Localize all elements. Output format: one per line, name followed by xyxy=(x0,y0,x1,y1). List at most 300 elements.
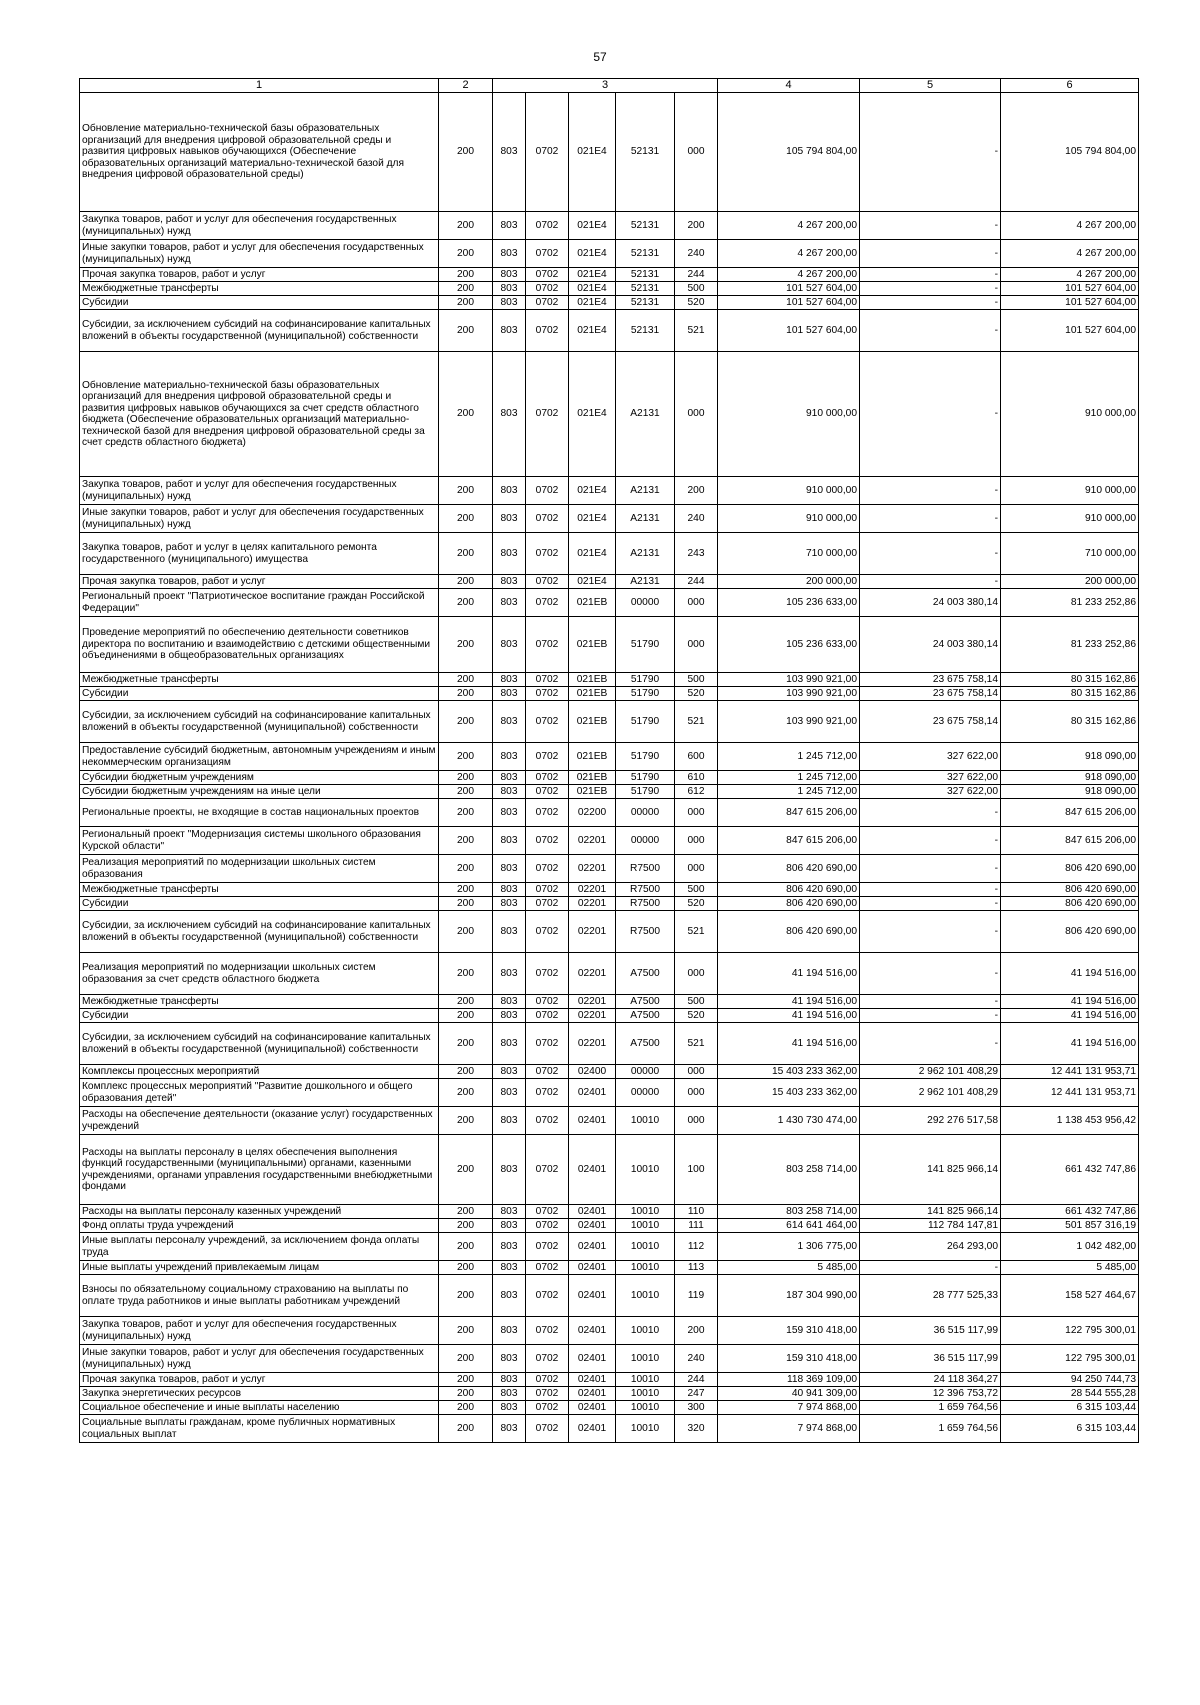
table-cell: 122 795 300,01 xyxy=(1001,1317,1139,1345)
table-cell: 200 xyxy=(439,505,493,533)
table-cell: 10010 xyxy=(616,1135,675,1205)
table-cell: R7500 xyxy=(616,883,675,897)
table-cell: Комплексы процессных мероприятий xyxy=(80,1065,439,1079)
table-cell: 021EB xyxy=(569,617,616,673)
table-cell: 806 420 690,00 xyxy=(718,897,860,911)
table-cell: 520 xyxy=(675,687,718,701)
table-cell: 803 xyxy=(493,617,526,673)
table-cell: Региональный проект "Модернизация системы школьного образования Курской области" xyxy=(80,827,439,855)
table-cell: 806 420 690,00 xyxy=(1001,883,1139,897)
table-cell: 803 xyxy=(493,1415,526,1443)
page-number: 57 xyxy=(593,50,607,64)
table-cell: - xyxy=(860,855,1001,883)
table-cell: 500 xyxy=(675,883,718,897)
table-cell: R7500 xyxy=(616,855,675,883)
table-row xyxy=(80,589,1139,617)
table-cell: 300 xyxy=(675,1401,718,1415)
table-cell: Межбюджетные трансферты xyxy=(80,995,439,1009)
table-cell: 021EB xyxy=(569,673,616,687)
table-cell: 292 276 517,58 xyxy=(860,1107,1001,1135)
table-cell: 803 xyxy=(493,589,526,617)
table-cell: 200 xyxy=(439,212,493,240)
table-cell: 10010 xyxy=(616,1345,675,1373)
table-cell: 00000 xyxy=(616,799,675,827)
table-row xyxy=(80,897,1139,911)
table-row xyxy=(80,268,1139,282)
table-cell: - xyxy=(860,533,1001,575)
table-cell: 243 xyxy=(675,533,718,575)
table-cell: 500 xyxy=(675,282,718,296)
table-cell: 41 194 516,00 xyxy=(718,1009,860,1023)
table-cell: 51790 xyxy=(616,771,675,785)
table-cell: 4 267 200,00 xyxy=(1001,268,1139,282)
table-cell: 0702 xyxy=(526,701,569,743)
table-cell: 803 xyxy=(493,743,526,771)
table-cell: 021E4 xyxy=(569,533,616,575)
table-cell: Взносы по обязательному социальному страхованию на выплаты по оплате труда работников и иные выплаты работникам учреждений xyxy=(80,1275,439,1317)
table-cell: - xyxy=(860,995,1001,1009)
table-cell: Прочая закупка товаров, работ и услуг xyxy=(80,575,439,589)
table-cell: 803 xyxy=(493,352,526,477)
table-cell: Закупка товаров, работ и услуг для обеспечения государственных (муниципальных) нужд xyxy=(80,477,439,505)
table-cell: A2131 xyxy=(616,352,675,477)
table-cell: 200 xyxy=(439,268,493,282)
table-cell: 159 310 418,00 xyxy=(718,1345,860,1373)
table-cell: 10010 xyxy=(616,1387,675,1401)
table-cell: 112 784 147,81 xyxy=(860,1219,1001,1233)
table-cell: 240 xyxy=(675,505,718,533)
table-cell: 4 267 200,00 xyxy=(1001,212,1139,240)
table-cell: Субсидии, за исключением субсидий на софинансирование капитальных вложений в объекты государственной (муниципальной) собственности xyxy=(80,911,439,953)
table-cell: 200 xyxy=(439,1373,493,1387)
table-cell: 803 xyxy=(493,687,526,701)
table-cell: - xyxy=(860,575,1001,589)
table-cell: Социальные выплаты гражданам, кроме публичных нормативных социальных выплат xyxy=(80,1415,439,1443)
table-cell: 36 515 117,99 xyxy=(860,1317,1001,1345)
table-cell: 803 xyxy=(493,1135,526,1205)
table-row xyxy=(80,687,1139,701)
table-cell: 10010 xyxy=(616,1107,675,1135)
table-cell: 803 xyxy=(493,995,526,1009)
table-cell: Субсидии xyxy=(80,687,439,701)
table-cell: 36 515 117,99 xyxy=(860,1345,1001,1373)
table-cell: 118 369 109,00 xyxy=(718,1373,860,1387)
table-cell: 0702 xyxy=(526,1233,569,1261)
table-cell: 803 xyxy=(493,533,526,575)
table-cell: 200 xyxy=(439,1009,493,1023)
table-cell: 113 xyxy=(675,1261,718,1275)
table-cell: 52131 xyxy=(616,212,675,240)
table-cell: 00000 xyxy=(616,589,675,617)
table-cell: 200 xyxy=(439,911,493,953)
table-row xyxy=(80,1233,1139,1261)
table-row xyxy=(80,282,1139,296)
table-cell: 5 485,00 xyxy=(718,1261,860,1275)
table-cell: 52131 xyxy=(616,296,675,310)
table-cell: Расходы на обеспечение деятельности (оказание услуг) государственных учреждений xyxy=(80,1107,439,1135)
table-cell: 4 267 200,00 xyxy=(1001,240,1139,268)
table-cell: 021E4 xyxy=(569,477,616,505)
table-row xyxy=(80,1219,1139,1233)
table-cell: 244 xyxy=(675,575,718,589)
table-cell: 0702 xyxy=(526,1415,569,1443)
table-cell: 803 xyxy=(493,673,526,687)
table-cell: 803 xyxy=(493,701,526,743)
table-row xyxy=(80,953,1139,995)
table-cell: - xyxy=(860,212,1001,240)
table-cell: A2131 xyxy=(616,505,675,533)
table-cell: 1 042 482,00 xyxy=(1001,1233,1139,1261)
table-cell: 806 420 690,00 xyxy=(718,883,860,897)
table-cell: 4 267 200,00 xyxy=(718,240,860,268)
table-cell: Иные выплаты персоналу учреждений, за исключением фонда оплаты труда xyxy=(80,1233,439,1261)
table-cell: 1 430 730 474,00 xyxy=(718,1107,860,1135)
table-cell: 200 xyxy=(439,883,493,897)
table-cell: 803 xyxy=(493,310,526,352)
table-cell: - xyxy=(860,883,1001,897)
table-cell: 10010 xyxy=(616,1415,675,1443)
table-cell: Субсидии бюджетным учреждениям xyxy=(80,771,439,785)
table-cell: 200 xyxy=(439,1345,493,1373)
table-cell: 200 xyxy=(439,1261,493,1275)
table-cell: 806 420 690,00 xyxy=(1001,911,1139,953)
table-cell: 803 xyxy=(493,1219,526,1233)
table-cell: 803 xyxy=(493,771,526,785)
table-row xyxy=(80,827,1139,855)
table-row xyxy=(80,995,1139,1009)
table-cell: 240 xyxy=(675,1345,718,1373)
table-cell: A7500 xyxy=(616,995,675,1009)
table-cell: 240 xyxy=(675,240,718,268)
table-cell: 021E4 xyxy=(569,352,616,477)
table-cell: 021EB xyxy=(569,771,616,785)
table-cell: 521 xyxy=(675,310,718,352)
table-cell: Проведение мероприятий по обеспечению деятельности советников директора по воспитанию и взаимодействию с детскими общественными объединениями в общеобразовательных организациях xyxy=(80,617,439,673)
table-cell: 327 622,00 xyxy=(860,785,1001,799)
table-row xyxy=(80,1373,1139,1387)
table-cell: 806 420 690,00 xyxy=(1001,897,1139,911)
table-cell: 122 795 300,01 xyxy=(1001,1345,1139,1373)
table-cell: 0702 xyxy=(526,1065,569,1079)
table-cell: 1 245 712,00 xyxy=(718,771,860,785)
table-cell: 847 615 206,00 xyxy=(718,799,860,827)
header-cell: 5 xyxy=(860,79,1001,93)
table-cell: 661 432 747,86 xyxy=(1001,1205,1139,1219)
table-cell: 000 xyxy=(675,855,718,883)
table-row xyxy=(80,1065,1139,1079)
table-cell: 02401 xyxy=(569,1135,616,1205)
table-cell: 80 315 162,86 xyxy=(1001,673,1139,687)
table-cell: 200 xyxy=(675,1317,718,1345)
table-cell: 200 xyxy=(439,352,493,477)
table-cell: 0702 xyxy=(526,282,569,296)
table-cell: A2131 xyxy=(616,575,675,589)
table-cell: 0702 xyxy=(526,771,569,785)
table-cell: - xyxy=(860,296,1001,310)
table-cell: 847 615 206,00 xyxy=(1001,799,1139,827)
table-cell: 02401 xyxy=(569,1275,616,1317)
table-cell: 200 xyxy=(439,673,493,687)
table-cell: 02401 xyxy=(569,1387,616,1401)
table-cell: 0702 xyxy=(526,1219,569,1233)
table-cell: 0702 xyxy=(526,575,569,589)
table-cell: 0702 xyxy=(526,1401,569,1415)
table-cell: Закупка товаров, работ и услуг для обеспечения государственных (муниципальных) нужд xyxy=(80,212,439,240)
table-cell: 610 xyxy=(675,771,718,785)
table-cell: 24 003 380,14 xyxy=(860,617,1001,673)
table-cell: - xyxy=(860,93,1001,212)
table-cell: 51790 xyxy=(616,673,675,687)
table-cell: 200 xyxy=(439,855,493,883)
table-row xyxy=(80,533,1139,575)
table-cell: 200 xyxy=(439,282,493,296)
table-cell: 247 xyxy=(675,1387,718,1401)
table-cell: Фонд оплаты труда учреждений xyxy=(80,1219,439,1233)
table-row xyxy=(80,1009,1139,1023)
table-cell: 0702 xyxy=(526,1275,569,1317)
table-cell: 803 xyxy=(493,1275,526,1317)
table-cell: 23 675 758,14 xyxy=(860,701,1001,743)
table-cell: 910 000,00 xyxy=(718,505,860,533)
table-cell: 10010 xyxy=(616,1219,675,1233)
table-cell: 910 000,00 xyxy=(718,352,860,477)
table-cell: 112 xyxy=(675,1233,718,1261)
table-cell: 02201 xyxy=(569,883,616,897)
table-cell: 02201 xyxy=(569,911,616,953)
table-cell: 021EB xyxy=(569,589,616,617)
table-cell: 600 xyxy=(675,743,718,771)
table-cell: 4 267 200,00 xyxy=(718,212,860,240)
table-cell: 500 xyxy=(675,995,718,1009)
table-cell: 101 527 604,00 xyxy=(718,310,860,352)
table-cell: 51790 xyxy=(616,701,675,743)
table-cell: 803 xyxy=(493,1401,526,1415)
table-cell: 021E4 xyxy=(569,93,616,212)
table-cell: 0702 xyxy=(526,296,569,310)
table-cell: 2 962 101 408,29 xyxy=(860,1065,1001,1079)
table-cell: 0702 xyxy=(526,310,569,352)
table-cell: 7 974 868,00 xyxy=(718,1415,860,1443)
table-cell: 200 xyxy=(439,617,493,673)
table-cell: 0702 xyxy=(526,1261,569,1275)
table-cell: 158 527 464,67 xyxy=(1001,1275,1139,1317)
header-cell: 2 xyxy=(439,79,493,93)
table-cell: 200 xyxy=(439,785,493,799)
table-cell: 521 xyxy=(675,1023,718,1065)
table-cell: 021E4 xyxy=(569,310,616,352)
table-cell: Реализация мероприятий по модернизации школьных систем образования xyxy=(80,855,439,883)
table-cell: 021E4 xyxy=(569,505,616,533)
table-cell: 200 xyxy=(439,1401,493,1415)
table-cell: 803 xyxy=(493,1387,526,1401)
table-cell: 803 xyxy=(493,1107,526,1135)
table-cell: Субсидии, за исключением субсидий на софинансирование капитальных вложений в объекты государственной (муниципальной) собственности xyxy=(80,701,439,743)
table-cell: A2131 xyxy=(616,477,675,505)
table-cell: Обновление материально-технической базы образовательных организаций для внедрения цифровой образовательной среды и развития цифровых навыков обучающихся за счет средств областного бюджета (Обеспечение образовательных организаций материально-технической базой для внедрения цифровой образовательной среды за счет средств областного бюджета) xyxy=(80,352,439,477)
table-cell: 0702 xyxy=(526,1373,569,1387)
table-cell: 111 xyxy=(675,1219,718,1233)
table-cell: 105 794 804,00 xyxy=(1001,93,1139,212)
table-cell: 41 194 516,00 xyxy=(1001,953,1139,995)
table-cell: 105 236 633,00 xyxy=(718,589,860,617)
table-cell: 000 xyxy=(675,1107,718,1135)
table-cell: 0702 xyxy=(526,743,569,771)
table-cell: 101 527 604,00 xyxy=(1001,310,1139,352)
table-cell: A7500 xyxy=(616,953,675,995)
table-cell: 0702 xyxy=(526,1135,569,1205)
table-cell: 10010 xyxy=(616,1261,675,1275)
table-cell: 200 xyxy=(439,589,493,617)
table-cell: 10010 xyxy=(616,1275,675,1317)
table-cell: 141 825 966,14 xyxy=(860,1135,1001,1205)
table-cell: Иные закупки товаров, работ и услуг для обеспечения государственных (муниципальных) нужд xyxy=(80,505,439,533)
table-cell: 02200 xyxy=(569,799,616,827)
table-cell: 200 xyxy=(439,771,493,785)
table-cell: 803 xyxy=(493,1261,526,1275)
table-cell: 710 000,00 xyxy=(1001,533,1139,575)
table-cell: 803 xyxy=(493,1023,526,1065)
table-cell: 710 000,00 xyxy=(718,533,860,575)
table-cell: 000 xyxy=(675,799,718,827)
table-cell: 52131 xyxy=(616,93,675,212)
table-cell: 200 xyxy=(439,743,493,771)
table-cell: 803 xyxy=(493,1079,526,1107)
table-cell: 10010 xyxy=(616,1205,675,1219)
table-cell: 200 xyxy=(439,1219,493,1233)
table-cell: 803 xyxy=(493,296,526,310)
table-cell: Субсидии, за исключением субсидий на софинансирование капитальных вложений в объекты государственной (муниципальной) собственности xyxy=(80,1023,439,1065)
table-cell: 500 xyxy=(675,673,718,687)
table-cell: 200 xyxy=(439,1275,493,1317)
table-cell: 910 000,00 xyxy=(1001,477,1139,505)
table-cell: 1 245 712,00 xyxy=(718,785,860,799)
table-cell: 200 xyxy=(439,897,493,911)
table-cell: 803 xyxy=(493,855,526,883)
table-cell: - xyxy=(860,268,1001,282)
table-cell: R7500 xyxy=(616,897,675,911)
table-cell: 10010 xyxy=(616,1233,675,1261)
table-cell: 0702 xyxy=(526,785,569,799)
table-cell: 24 118 364,27 xyxy=(860,1373,1001,1387)
table-cell: 6 315 103,44 xyxy=(1001,1401,1139,1415)
table-cell: 803 xyxy=(493,1205,526,1219)
table-cell: 803 xyxy=(493,1317,526,1345)
table-row xyxy=(80,296,1139,310)
table-cell: 803 xyxy=(493,1065,526,1079)
table-cell: 0702 xyxy=(526,240,569,268)
table-cell: 614 641 464,00 xyxy=(718,1219,860,1233)
table-cell: 12 396 753,72 xyxy=(860,1387,1001,1401)
table-cell: 803 xyxy=(493,1345,526,1373)
table-cell: 02400 xyxy=(569,1065,616,1079)
table-cell: 847 615 206,00 xyxy=(1001,827,1139,855)
table-cell: 105 236 633,00 xyxy=(718,617,860,673)
table-cell: 101 527 604,00 xyxy=(1001,296,1139,310)
table-cell: Обновление материально-технической базы образовательных организаций для внедрения цифровой образовательной среды и развития цифровых навыков обучающихся (Обеспечение образовательных организаций материально-технической базой для внедрения цифровой образовательной среды) xyxy=(80,93,439,212)
table-cell: 51790 xyxy=(616,687,675,701)
table-row xyxy=(80,1023,1139,1065)
table-cell: 200 xyxy=(439,1023,493,1065)
table-cell: 141 825 966,14 xyxy=(860,1205,1001,1219)
table-cell: 200 xyxy=(439,240,493,268)
table-cell: 200 xyxy=(439,827,493,855)
table-cell: 803 xyxy=(493,1009,526,1023)
table-cell: 0702 xyxy=(526,212,569,240)
table-cell: - xyxy=(860,827,1001,855)
table-cell: 521 xyxy=(675,911,718,953)
table-cell: - xyxy=(860,1009,1001,1023)
table-cell: 110 xyxy=(675,1205,718,1219)
table-cell: 02201 xyxy=(569,1009,616,1023)
header-cell: 4 xyxy=(718,79,860,93)
table-cell: - xyxy=(860,310,1001,352)
table-cell: 0702 xyxy=(526,897,569,911)
table-row xyxy=(80,1387,1139,1401)
table-cell: 803 xyxy=(493,785,526,799)
table-cell: 803 258 714,00 xyxy=(718,1205,860,1219)
table-row xyxy=(80,883,1139,897)
table-cell: 02401 xyxy=(569,1317,616,1345)
table-cell: Межбюджетные трансферты xyxy=(80,282,439,296)
table-row xyxy=(80,1415,1139,1443)
table-cell: Закупка товаров, работ и услуг для обеспечения государственных (муниципальных) нужд xyxy=(80,1317,439,1345)
table-cell: 200 xyxy=(439,687,493,701)
table-cell: 000 xyxy=(675,352,718,477)
table-cell: 521 xyxy=(675,701,718,743)
table-cell: 100 xyxy=(675,1135,718,1205)
table-row xyxy=(80,310,1139,352)
table-cell: 41 194 516,00 xyxy=(718,995,860,1009)
table-row xyxy=(80,575,1139,589)
table-row xyxy=(80,1345,1139,1373)
table-cell: - xyxy=(860,1023,1001,1065)
table-cell: 52131 xyxy=(616,240,675,268)
table-cell: Реализация мероприятий по модернизации школьных систем образования за счет средств областного бюджета xyxy=(80,953,439,995)
table-cell: 103 990 921,00 xyxy=(718,701,860,743)
table-cell: Субсидии xyxy=(80,1009,439,1023)
table-cell: 803 xyxy=(493,799,526,827)
table-cell: 021EB xyxy=(569,687,616,701)
table-body xyxy=(80,79,1139,1443)
table-cell: 119 xyxy=(675,1275,718,1317)
table-cell: 5 485,00 xyxy=(1001,1261,1139,1275)
table-row xyxy=(80,771,1139,785)
table-cell: 41 194 516,00 xyxy=(718,953,860,995)
table-cell: Предоставление субсидий бюджетным, автономным учреждениям и иным некоммерческим организациям xyxy=(80,743,439,771)
table-cell: Расходы на выплаты персоналу казенных учреждений xyxy=(80,1205,439,1219)
table-cell: 803 xyxy=(493,827,526,855)
table-row xyxy=(80,1135,1139,1205)
table-cell: 803 xyxy=(493,575,526,589)
table-cell: 0702 xyxy=(526,93,569,212)
table-cell: 200 xyxy=(439,477,493,505)
table-cell: 0702 xyxy=(526,827,569,855)
table-cell: 200 xyxy=(675,477,718,505)
table-cell: 501 857 316,19 xyxy=(1001,1219,1139,1233)
table-cell: 0702 xyxy=(526,911,569,953)
table-cell: 94 250 744,73 xyxy=(1001,1373,1139,1387)
table-cell: 15 403 233 362,00 xyxy=(718,1079,860,1107)
table-cell: Субсидии xyxy=(80,296,439,310)
table-cell: 803 xyxy=(493,477,526,505)
table-cell: 021EB xyxy=(569,743,616,771)
table-cell: 0702 xyxy=(526,673,569,687)
table-cell: 0702 xyxy=(526,1023,569,1065)
table-cell: 803 xyxy=(493,1233,526,1261)
table-cell: 910 000,00 xyxy=(1001,352,1139,477)
table-cell: 41 194 516,00 xyxy=(1001,1009,1139,1023)
table-cell: 200 xyxy=(439,533,493,575)
